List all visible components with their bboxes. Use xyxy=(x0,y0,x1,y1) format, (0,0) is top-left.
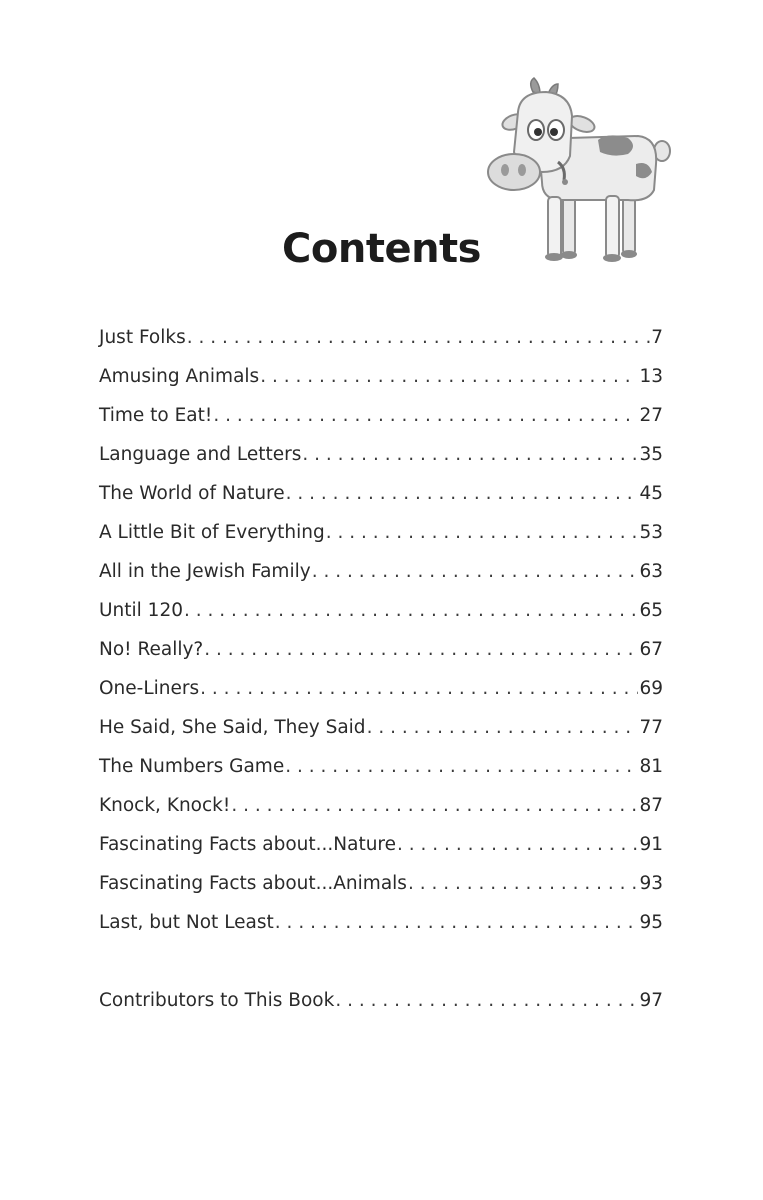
contents-title: Contents xyxy=(282,226,481,272)
toc-entry-label: Fascinating Facts about...Nature xyxy=(99,834,397,855)
toc-entry[interactable] xyxy=(99,396,663,435)
toc-spacer xyxy=(99,942,663,981)
toc-entry-page: 27 xyxy=(639,405,663,426)
dot-leader xyxy=(408,864,639,903)
toc-entry[interactable] xyxy=(99,708,663,747)
toc-entry-label: Contributors to This Book xyxy=(99,990,335,1011)
toc-entry-page: 45 xyxy=(639,483,663,504)
toc-entry-label: No! Really? xyxy=(99,639,204,660)
toc-entry-page: 95 xyxy=(639,912,663,933)
dot-leader xyxy=(286,474,639,513)
dot-leader xyxy=(200,669,638,708)
dot-leader xyxy=(204,630,638,669)
toc-entry-label: The World of Nature xyxy=(99,483,285,504)
toc-entry-page: 65 xyxy=(639,600,663,621)
toc-entry[interactable] xyxy=(99,513,663,552)
toc-entry-page: 13 xyxy=(639,366,663,387)
toc-entry[interactable] xyxy=(99,786,663,825)
toc-entry-label: All in the Jewish Family xyxy=(99,561,311,582)
toc-entry-label: He Said, She Said, They Said xyxy=(99,717,366,738)
dot-leader xyxy=(275,903,639,942)
toc-entry-label: Time to Eat! xyxy=(99,405,213,426)
toc-entry[interactable] xyxy=(99,591,663,630)
toc-entry-page: 87 xyxy=(639,795,663,816)
toc-entry-label: Last, but Not Least xyxy=(99,912,274,933)
toc-entry[interactable] xyxy=(99,981,663,1020)
toc-entry-label: The Numbers Game xyxy=(99,756,285,777)
dot-leader xyxy=(213,396,638,435)
toc-entry-label: Fascinating Facts about...Animals xyxy=(99,873,407,894)
dot-leader xyxy=(184,591,638,630)
toc-entry[interactable] xyxy=(99,825,663,864)
toc-entry[interactable] xyxy=(99,318,663,357)
toc-entry-page: 53 xyxy=(639,522,663,543)
toc-entry-label: Just Folks xyxy=(99,327,186,348)
dot-leader xyxy=(367,708,639,747)
toc-entry-page: 93 xyxy=(639,873,663,894)
toc-entry[interactable] xyxy=(99,903,663,942)
dot-leader xyxy=(285,747,638,786)
dot-leader xyxy=(312,552,639,591)
toc-entry[interactable] xyxy=(99,747,663,786)
dot-leader xyxy=(326,513,639,552)
toc-entry-label: Language and Letters xyxy=(99,444,302,465)
toc-entry-label: Amusing Animals xyxy=(99,366,260,387)
dot-leader xyxy=(260,357,638,396)
toc-entry[interactable] xyxy=(99,669,663,708)
toc-entry-page: 91 xyxy=(639,834,663,855)
toc-entry[interactable] xyxy=(99,357,663,396)
toc-entry-page: 69 xyxy=(639,678,663,699)
toc-entry-page: 97 xyxy=(639,990,663,1011)
toc-entry-label: One-Liners xyxy=(99,678,200,699)
dot-leader xyxy=(302,435,638,474)
toc-entry-label: Until 120 xyxy=(99,600,183,621)
dot-leader xyxy=(231,786,638,825)
toc-entry[interactable] xyxy=(99,474,663,513)
toc-entry-page: 77 xyxy=(639,717,663,738)
toc-entry-label: A Little Bit of Everything xyxy=(99,522,325,543)
table-of-contents xyxy=(99,318,663,1020)
toc-entry-page: 35 xyxy=(639,444,663,465)
toc-entry[interactable] xyxy=(99,552,663,591)
dot-leader xyxy=(397,825,638,864)
toc-entry[interactable] xyxy=(99,864,663,903)
toc-entry-label: Knock, Knock! xyxy=(99,795,231,816)
toc-entry-page: 67 xyxy=(639,639,663,660)
toc-entry-page: 81 xyxy=(639,756,663,777)
dot-leader xyxy=(335,981,638,1020)
toc-entry[interactable] xyxy=(99,435,663,474)
dot-leader xyxy=(187,318,650,357)
toc-entry-page: 63 xyxy=(639,561,663,582)
toc-entry[interactable] xyxy=(99,630,663,669)
toc-entry-page: 7 xyxy=(651,327,663,348)
